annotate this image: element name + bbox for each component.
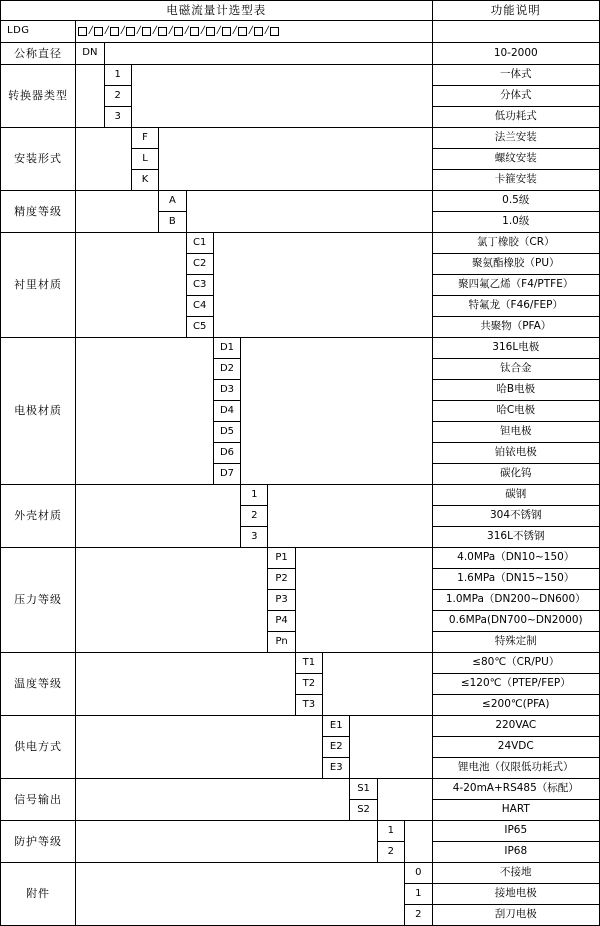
- option-code[interactable]: Pn: [268, 632, 295, 653]
- option-code[interactable]: C3: [186, 275, 213, 296]
- option-description: ≤120℃（PTEP/FEP）: [432, 674, 599, 695]
- option-description: 钽电极: [432, 422, 599, 443]
- option-code[interactable]: C2: [186, 254, 213, 275]
- option-description: 特殊定制: [432, 632, 599, 653]
- spacer-left: [76, 548, 268, 653]
- option-code[interactable]: 0: [405, 863, 433, 884]
- spacer-left: [76, 821, 378, 863]
- category-label: 衬里材质: [1, 233, 76, 338]
- category-label: 精度等级: [1, 191, 76, 233]
- option-description: 4.0MPa（DN10~150）: [432, 548, 599, 569]
- option-description: 哈C电极: [432, 401, 599, 422]
- table-header-row: [1, 1, 600, 21]
- option-description: IP68: [432, 842, 599, 863]
- option-code[interactable]: 3: [241, 527, 268, 548]
- option-description: 一体式: [432, 65, 599, 86]
- spacer-right: [186, 191, 432, 233]
- option-code[interactable]: D1: [213, 338, 240, 359]
- category-label: 转换器类型: [1, 65, 76, 128]
- option-code[interactable]: C5: [186, 317, 213, 338]
- option-description: 螺纹安装: [432, 149, 599, 170]
- option-code[interactable]: S1: [350, 779, 377, 800]
- option-description: HART: [432, 800, 599, 821]
- spacer-left: [76, 863, 405, 926]
- category-label: 温度等级: [1, 653, 76, 716]
- option-code[interactable]: 1: [241, 485, 268, 506]
- option-code[interactable]: D4: [213, 401, 240, 422]
- table-row: [1, 716, 600, 737]
- option-code[interactable]: T3: [295, 695, 322, 716]
- option-code[interactable]: D3: [213, 380, 240, 401]
- category-label: 安装形式: [1, 128, 76, 191]
- model-prefix-label: LDG: [1, 21, 76, 43]
- option-code[interactable]: 1: [104, 65, 131, 86]
- category-label: 压力等级: [1, 548, 76, 653]
- spacer-left: [76, 716, 323, 779]
- nominal-diameter-prefix: DN: [76, 43, 104, 65]
- table-row: [1, 191, 600, 212]
- option-code[interactable]: E2: [323, 737, 350, 758]
- spacer-right: [350, 716, 432, 779]
- option-code[interactable]: D6: [213, 443, 240, 464]
- option-description: 碳钢: [432, 485, 599, 506]
- spacer-right: [323, 653, 432, 716]
- spacer-left: [76, 233, 186, 338]
- table-row: [1, 653, 600, 674]
- spacer-left: [76, 653, 296, 716]
- option-description: 共聚物（PFA）: [432, 317, 599, 338]
- option-description: 卡箍安装: [432, 170, 599, 191]
- option-description: 1.6MPa（DN15~150）: [432, 569, 599, 590]
- option-code[interactable]: B: [159, 212, 186, 233]
- option-description: 1.0MPa（DN200~DN600）: [432, 590, 599, 611]
- option-code[interactable]: P3: [268, 590, 295, 611]
- option-code[interactable]: T1: [295, 653, 322, 674]
- option-description: 10-2000: [432, 43, 599, 65]
- option-description: 氯丁橡胶（CR）: [432, 233, 599, 254]
- table-row: [1, 338, 600, 359]
- spacer-right: [131, 65, 432, 128]
- option-description: 分体式: [432, 86, 599, 107]
- spacer-right: [213, 233, 432, 338]
- option-description: 法兰安装: [432, 128, 599, 149]
- category-label: 电极材质: [1, 338, 76, 485]
- option-code[interactable]: K: [131, 170, 158, 191]
- model-code-slots: / / / / / / / / / / / /: [76, 21, 432, 43]
- option-code[interactable]: E3: [323, 758, 350, 779]
- option-description: 钛合金: [432, 359, 599, 380]
- model-code-row: [1, 21, 600, 43]
- spacer-left: [76, 779, 350, 821]
- category-label: 外壳材质: [1, 485, 76, 548]
- category-label: 防护等级: [1, 821, 76, 863]
- option-description: 聚氨酯橡胶（PU）: [432, 254, 599, 275]
- spacer-right: [405, 821, 433, 863]
- option-description: 铂铱电极: [432, 443, 599, 464]
- spacer-left: [76, 65, 104, 128]
- option-code[interactable]: S2: [350, 800, 377, 821]
- function-description-header: 功能说明: [432, 1, 599, 21]
- option-description: 碳化钨: [432, 464, 599, 485]
- table-title: 电磁流量计选型表: [1, 1, 433, 21]
- spacer-right: [268, 485, 432, 548]
- option-description: 不接地: [432, 863, 599, 884]
- option-description: 316L电极: [432, 338, 599, 359]
- category-label: 公称直径: [1, 43, 76, 65]
- option-code[interactable]: D7: [213, 464, 240, 485]
- option-description: 0.6MPa(DN700~DN2000): [432, 611, 599, 632]
- spacer-left: [76, 338, 214, 485]
- option-description: ≤200℃(PFA): [432, 695, 599, 716]
- table-row: [1, 779, 600, 800]
- spacer-right: [241, 338, 432, 485]
- table-row: [1, 863, 600, 884]
- option-description: 24VDC: [432, 737, 599, 758]
- option-description: 聚四氟乙烯（F4/PTFE）: [432, 275, 599, 296]
- category-label: 供电方式: [1, 716, 76, 779]
- option-code[interactable]: P4: [268, 611, 295, 632]
- option-code[interactable]: F: [131, 128, 158, 149]
- option-code[interactable]: 2: [377, 842, 404, 863]
- spacer-right: [377, 779, 432, 821]
- option-code[interactable]: C1: [186, 233, 213, 254]
- option-code[interactable]: P2: [268, 569, 295, 590]
- option-code[interactable]: D2: [213, 359, 240, 380]
- option-code[interactable]: C4: [186, 296, 213, 317]
- spacer-right: [104, 43, 432, 65]
- table-row: [1, 548, 600, 569]
- option-code[interactable]: 2: [104, 86, 131, 107]
- option-code[interactable]: A: [159, 191, 186, 212]
- table-row: [1, 65, 600, 86]
- option-description: 哈B电极: [432, 380, 599, 401]
- option-code[interactable]: E1: [323, 716, 350, 737]
- spacer-right: [159, 128, 432, 191]
- table-row: [1, 233, 600, 254]
- model-code-desc: [432, 21, 599, 43]
- option-description: 1.0级: [432, 212, 599, 233]
- option-description: 4-20mA+RS485（标配）: [432, 779, 599, 800]
- option-code[interactable]: P1: [268, 548, 295, 569]
- option-description: IP65: [432, 821, 599, 842]
- option-code[interactable]: L: [131, 149, 158, 170]
- spacer-right: [295, 548, 432, 653]
- option-code[interactable]: 2: [405, 905, 433, 926]
- option-code[interactable]: 2: [241, 506, 268, 527]
- category-label: 信号输出: [1, 779, 76, 821]
- table-row: [1, 485, 600, 506]
- table-row: [1, 43, 600, 65]
- spacer-left: [76, 485, 241, 548]
- option-description: 接地电极: [432, 884, 599, 905]
- table-row: [1, 128, 600, 149]
- option-description: 0.5级: [432, 191, 599, 212]
- option-description: 304不锈钢: [432, 506, 599, 527]
- spacer-left: [76, 128, 132, 191]
- option-code[interactable]: T2: [295, 674, 322, 695]
- option-code[interactable]: D5: [213, 422, 240, 443]
- option-code[interactable]: 1: [377, 821, 404, 842]
- option-description: ≤80℃（CR/PU）: [432, 653, 599, 674]
- option-description: 316L不锈钢: [432, 527, 599, 548]
- option-code[interactable]: 1: [405, 884, 433, 905]
- option-description: 特氟龙（F46/FEP）: [432, 296, 599, 317]
- category-label: 附件: [1, 863, 76, 926]
- option-description: 低功耗式: [432, 107, 599, 128]
- spacer-left: [76, 191, 159, 233]
- option-code[interactable]: 3: [104, 107, 131, 128]
- table-row: [1, 821, 600, 842]
- option-description: 锂电池（仅限低功耗式）: [432, 758, 599, 779]
- option-description: 刮刀电极: [432, 905, 599, 926]
- option-description: 220VAC: [432, 716, 599, 737]
